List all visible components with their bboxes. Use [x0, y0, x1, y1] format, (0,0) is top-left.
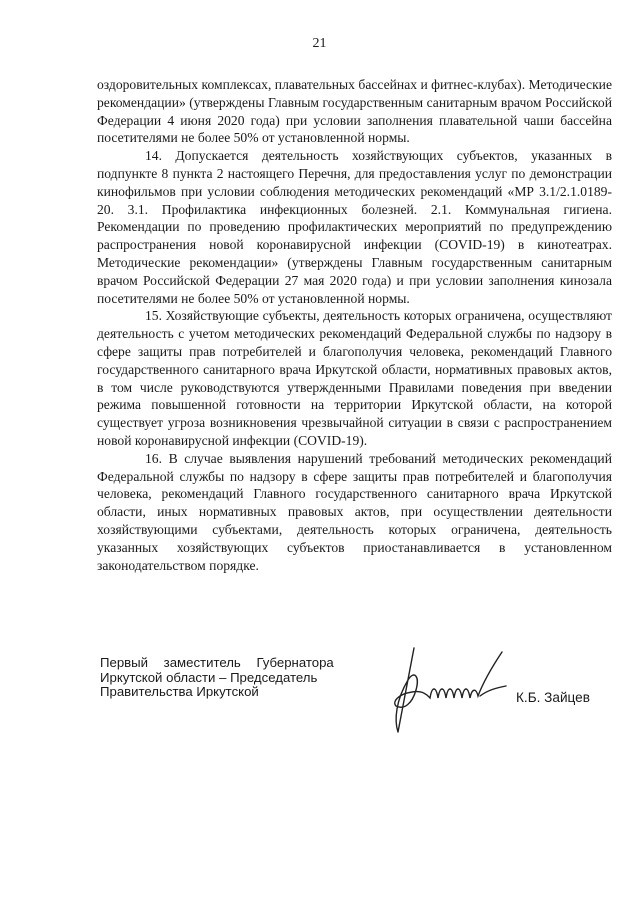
signatory-title — [100, 656, 350, 700]
signatory-title-line: Иркутской области – Председатель — [100, 669, 318, 685]
signatory-title-line: Первый заместитель Губернатора — [100, 655, 334, 670]
signatory-title-line: Правительства Иркутской — [100, 684, 259, 700]
signatory-name: К.Б. Зайцев — [516, 690, 590, 705]
page-number: 21 — [312, 36, 327, 51]
handwritten-signature — [384, 640, 514, 750]
document-body — [97, 76, 612, 574]
paragraph-15: 15. Хозяйствующие субъекты, деятельность которых ограничена, осуществляют деятельность с учетом методических рекомендаций Федеральной службы по надзору в сфере защиты прав потребителей и благополучия человека, рекомендаций Главного государственного санитарного врача Иркутской области, нормативных правовых актов, в том числе руководствуются утвержденными Правилами поведения при введении режима повышенной готовности на территории Иркутской области, на которой существует угроза возникновения чрезвычайной ситуации в связи с распространением новой коронавирусной инфекции (COVID-19). — [97, 308, 612, 448]
paragraph-14: 14. Допускается деятельность хозяйствующих субъектов, указанных в подпункте 8 пункта 2 настоящего Перечня, для предоставления услуг по демонстрации кинофильмов при условии соблюдения методических рекомендаций «МР 3.1/2.1.0189-20. 3.1. Профилактика инфекционных болезней. 2.1. Коммунальная гигиена. Рекомендации по проведению профилактических мероприятий по предупреждению распространения новой коронавирусной инфекции (COVID-19) в кинотеатрах. Методические рекомендации» (утверждены Главным государственным санитарным врачом Российской Федерации 27 мая 2020 года) и при условии заполнения кинозала посетителями не более 50% от установленной нормы. — [97, 148, 612, 306]
paragraph-continuation: оздоровительных комплексах, плавательных бассейнах и фитнес-клубах). Методические рекомендации» (утверждены Главным государственным санитарным врачом Российской Федерации 4 июня 2020 года) при условии заполнения плавательной чаши бассейна посетителями не более 50% от установленной нормы. — [97, 77, 612, 146]
paragraph-16: 16. В случае выявления нарушений требований методических рекомендаций Федеральной службы по надзору в сфере защиты прав потребителей и благополучия человека, рекомендаций Главного государственного санитарного врача Иркутской области, иных нормативных правовых актов, при осуществлении деятельности хозяйствующими субъектами, деятельность которых ограничена, деятельность указанных хозяйствующих субъектов приостанавливается в установленном законодательством порядке. — [97, 450, 612, 573]
